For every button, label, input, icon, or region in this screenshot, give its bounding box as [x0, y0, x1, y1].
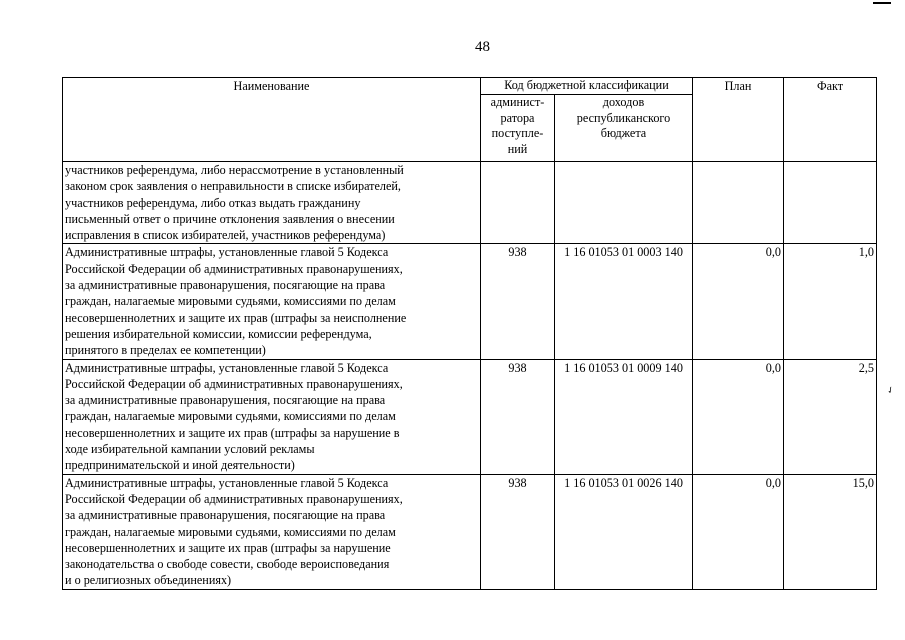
table-row: [63, 244, 877, 359]
row-plan: [693, 162, 784, 244]
row-income: 1 16 01053 01 0026 140: [555, 474, 693, 589]
header-fact: Факт: [784, 78, 877, 162]
scan-speck: ✓: [884, 383, 897, 397]
row-plan: 0,0: [693, 244, 784, 359]
table-row: [63, 162, 877, 244]
table-row: [63, 474, 877, 589]
row-income: [555, 162, 693, 244]
row-plan: 0,0: [693, 474, 784, 589]
header-code-group: Код бюджетной классификации: [481, 78, 693, 95]
row-name: Административные штрафы, установленные главой 5 Кодекса Российской Федерации об административных правонарушениях, за административные правонарушения, посягающие на права граждан, налагаемые мировыми судьями, комиссиями по делам несовершеннолетних и защите их прав (штрафы за неисполнение решения избирательной комиссии, комиссии референдума, принятого в пределах ее компетенции): [63, 244, 481, 359]
budget-table: [62, 77, 877, 590]
row-fact: 2,5: [784, 359, 877, 474]
row-income: 1 16 01053 01 0009 140: [555, 359, 693, 474]
row-plan: 0,0: [693, 359, 784, 474]
table-body: [63, 162, 877, 590]
row-name: Административные штрафы, установленные главой 5 Кодекса Российской Федерации об административных правонарушениях, за административные правонарушения, посягающие на права граждан, налагаемые мировыми судьями, комиссиями по делам несовершеннолетних и защите их прав (штрафы за нарушение законодательства о свободе совести, свободе вероисповедания и о религиозных объединениях): [63, 474, 481, 589]
header-income: доходов республиканского бюджета: [555, 95, 693, 162]
row-name: Административные штрафы, установленные главой 5 Кодекса Российской Федерации об административных правонарушениях, за административные правонарушения, посягающие на права граждан, налагаемые мировыми судьями, комиссиями по делам несовершеннолетних и защите их прав (штрафы за нарушение в ходе избирательной кампании условий рекламы предпринимательской и иной деятельности): [63, 359, 481, 474]
corner-mark: [873, 2, 891, 4]
row-admin: 938: [481, 474, 555, 589]
row-fact: [784, 162, 877, 244]
table-row: [63, 359, 877, 474]
row-name: участников референдума, либо нерассмотрение в установленный законом срок заявления о неправильности в списке избирателей, участников референдума, либо отказ выдать гражданину письменный ответ о причине отклонения заявления о внесении исправления в список избирателей, участников референдума): [63, 162, 481, 244]
page-number: 48: [475, 39, 490, 55]
row-admin: 938: [481, 244, 555, 359]
row-fact: 1,0: [784, 244, 877, 359]
header-row-top: [63, 78, 877, 95]
row-admin: [481, 162, 555, 244]
header-plan: План: [693, 78, 784, 162]
header-admin: админист- ратора поступле- ний: [481, 95, 555, 162]
row-income: 1 16 01053 01 0003 140: [555, 244, 693, 359]
table-header: [63, 78, 877, 162]
row-fact: 15,0: [784, 474, 877, 589]
row-admin: 938: [481, 359, 555, 474]
header-name: Наименование: [63, 78, 481, 162]
